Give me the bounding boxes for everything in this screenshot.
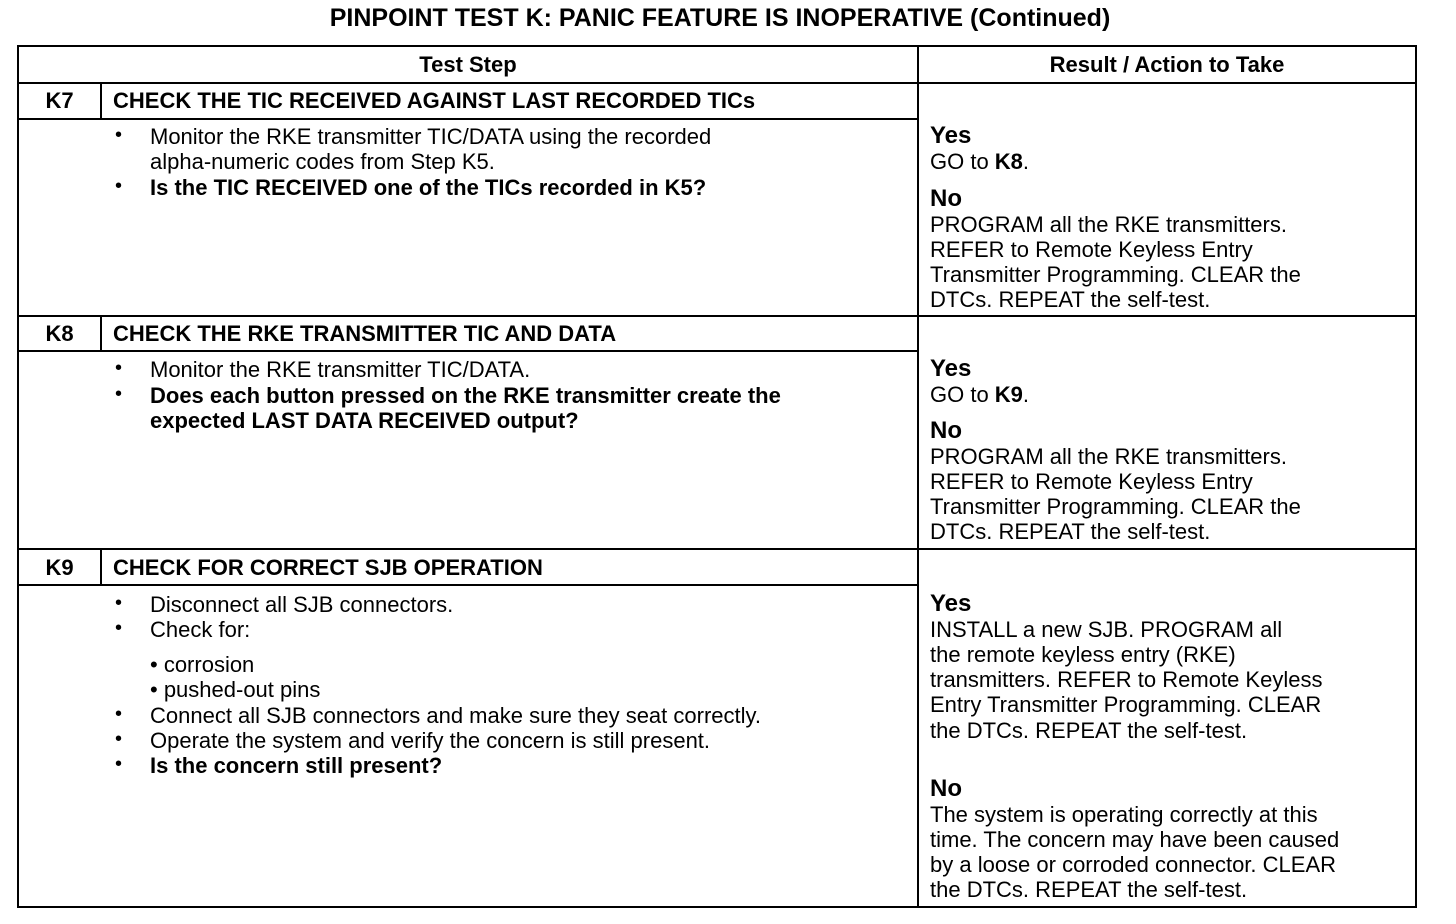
step-id: K7: [45, 88, 74, 113]
no-action: DTCs. REPEAT the self-test.: [930, 287, 1211, 312]
no-action: PROGRAM all the RKE transmitters.: [930, 444, 1287, 469]
sub-item: • corrosion: [150, 652, 255, 677]
no-action: Transmitter Programming. CLEAR the: [930, 262, 1301, 287]
row-divider: [19, 350, 917, 352]
bullet: •: [115, 617, 123, 639]
no-label: No: [930, 775, 962, 802]
row-divider: [19, 118, 917, 120]
bullet: •: [115, 728, 123, 750]
row-divider: [19, 584, 917, 586]
step-id-divider: [100, 82, 102, 118]
yes-action: GO to K9.: [930, 382, 1030, 407]
header-result: Result / Action to Take: [1049, 52, 1285, 77]
bullet: •: [115, 592, 123, 614]
bullet: •: [115, 753, 123, 775]
header-test-step: Test Step: [419, 52, 517, 77]
step-question: Does each button pressed on the RKE transmitter create the: [150, 383, 781, 408]
header-divider: [19, 82, 1415, 84]
step-item: Connect all SJB connectors and make sure they seat correctly.: [150, 703, 761, 728]
bullet: •: [115, 383, 123, 405]
step-item: Check for:: [150, 617, 251, 642]
step-item: Disconnect all SJB connectors.: [150, 592, 454, 617]
row-divider: [19, 315, 1415, 317]
no-action: REFER to Remote Keyless Entry: [930, 469, 1253, 494]
row-divider: [19, 548, 1415, 550]
sub-item: • pushed-out pins: [150, 677, 321, 702]
bullet: •: [115, 124, 123, 146]
step-heading: CHECK FOR CORRECT SJB OPERATION: [113, 555, 543, 580]
yes-action: Entry Transmitter Programming. CLEAR: [930, 692, 1322, 717]
yes-action: INSTALL a new SJB. PROGRAM all: [930, 617, 1283, 642]
no-action: The system is operating correctly at this: [930, 802, 1318, 827]
step-item: Operate the system and verify the concern is still present.: [150, 728, 711, 753]
no-action: DTCs. REPEAT the self-test.: [930, 519, 1211, 544]
no-action: time. The concern may have been caused: [930, 827, 1340, 852]
no-action: PROGRAM all the RKE transmitters.: [930, 212, 1287, 237]
page-title: PINPOINT TEST K: PANIC FEATURE IS INOPERATIVE (Continued): [329, 4, 1111, 32]
no-label: No: [930, 185, 962, 212]
step-item: Monitor the RKE transmitter TIC/DATA using the recorded: [150, 124, 712, 149]
yes-action: the DTCs. REPEAT the self-test.: [930, 718, 1248, 743]
yes-label: Yes: [930, 590, 972, 617]
step-id-divider: [100, 548, 102, 584]
no-action: the DTCs. REPEAT the self-test.: [930, 877, 1248, 902]
step-question: Is the concern still present?: [150, 753, 443, 778]
no-action: Transmitter Programming. CLEAR the: [930, 494, 1301, 519]
step-question: Is the TIC RECEIVED one of the TICs recorded in K5?: [150, 175, 707, 200]
yes-label: Yes: [930, 122, 972, 149]
step-item: alpha-numeric codes from Step K5.: [150, 149, 495, 174]
step-heading: CHECK THE TIC RECEIVED AGAINST LAST RECORDED TICs: [113, 88, 756, 113]
step-id-divider: [100, 315, 102, 350]
yes-label: Yes: [930, 355, 972, 382]
step-id: K8: [45, 321, 74, 346]
step-id: K9: [45, 555, 74, 580]
bullet: •: [115, 357, 123, 379]
yes-action: GO to K8.: [930, 149, 1030, 174]
yes-action: the remote keyless entry (RKE): [930, 642, 1236, 667]
no-label: No: [930, 417, 962, 444]
step-heading: CHECK THE RKE TRANSMITTER TIC AND DATA: [113, 321, 617, 346]
pinpoint-table: [17, 45, 1417, 908]
yes-action: transmitters. REFER to Remote Keyless: [930, 667, 1323, 692]
step-question: expected LAST DATA RECEIVED output?: [150, 408, 579, 433]
step-item: Monitor the RKE transmitter TIC/DATA.: [150, 357, 531, 382]
no-action: REFER to Remote Keyless Entry: [930, 237, 1253, 262]
no-action: by a loose or corroded connector. CLEAR: [930, 852, 1337, 877]
column-divider: [917, 47, 919, 906]
bullet: •: [115, 703, 123, 725]
bullet: •: [115, 175, 123, 197]
